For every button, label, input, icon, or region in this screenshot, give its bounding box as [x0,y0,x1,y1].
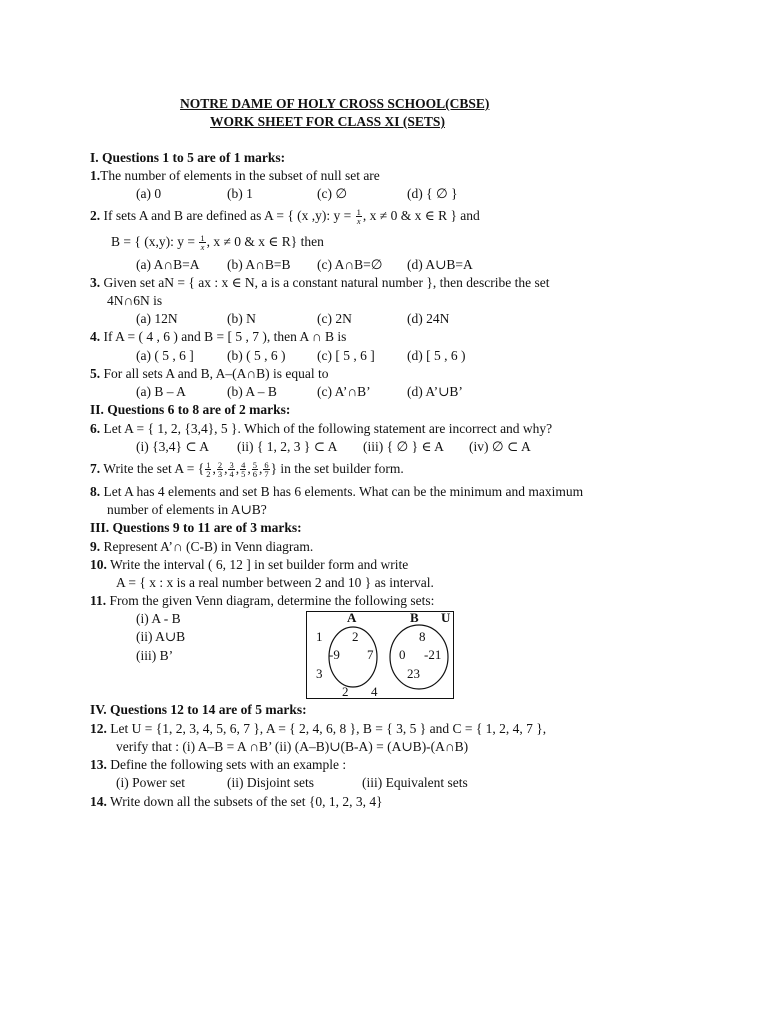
fraction-numerator: 1 [356,207,361,218]
fraction-denominator: 7 [264,469,269,480]
venn-element: 4 [371,684,378,699]
fraction-denominator: 3 [217,469,223,480]
question-text: If A = ( 4 , 6 ) and B = [ 5 , 7 ), then A ∩ B is [103,329,347,344]
fraction-denominator: x [200,242,205,253]
question-number: 2. [90,208,101,223]
fraction-numerator: 1 [200,233,205,244]
worksheet-title: WORK SHEET FOR CLASS XI (SETS) [210,114,445,129]
option-b: (b) ( 5 , 6 ) [227,348,286,363]
question-1 [90,167,380,185]
question-5 [90,365,329,383]
venn-element: 2 [352,629,359,644]
option-d: (d) A∪B=A [407,257,473,272]
question-3 [90,274,549,292]
question-text: , x ≠ 0 & x ∈ R} then [206,234,324,249]
option-d: (d) 24N [407,311,450,326]
fraction [252,461,258,478]
question-11 [90,592,434,610]
option-c: (c) [ 5 , 6 ] [317,348,375,363]
question-text: } in the set builder form. [270,461,404,476]
venn-element: 7 [367,647,374,662]
question-text: The number of elements in the subset of null set are [100,168,380,183]
option-a: (a) 0 [136,186,162,201]
part-ii: (ii) A∪B [136,629,186,644]
venn-label-u: U [441,610,451,625]
venn-element: 8 [419,629,426,644]
question-text: Define the following sets with an example : [110,757,347,772]
option-b: (b) 1 [227,186,253,201]
question-12-line-2: verify that : (i) A–B = A ∩B’ (ii) (A–B)∪(B-A) = (A∪B)-(A∩B) [116,739,469,754]
option-a: (a) 12N [136,311,178,326]
question-10 [90,556,408,574]
fraction-numerator: 6 [264,460,269,471]
fraction-denominator: 5 [241,469,246,480]
option-c: (c) A’∩B’ [317,384,371,399]
question-text: Write down all the subsets of the set {0, 1, 2, 3, 4} [110,794,383,809]
question-6 [90,420,552,438]
venn-label-a: A [347,610,357,625]
question-12 [90,720,546,738]
venn-diagram [306,611,454,699]
option-c: (c) 2N [317,311,352,326]
fraction-numerator: 5 [252,460,257,471]
fraction-numerator: 2 [217,460,223,471]
question-number: 10. [90,557,107,572]
question-text: Write the set A = { [103,461,205,476]
question-8-line-2: number of elements in A∪B? [107,502,267,517]
option-d: (d) [ 5 , 6 ) [407,348,466,363]
question-4 [90,328,346,346]
venn-element: 23 [407,666,420,681]
part-i: (i) A - B [136,611,181,626]
question-number: 11. [90,593,107,608]
venn-element: -9 [329,647,340,662]
question-number: 5. [90,366,101,381]
question-7: 7. Write the set A = { $\frac{1}{2}$ , $\frac{2}{3}$ , $\frac{3}{4}$ , $\frac{4}{5}$ , $\frac{5}{6}$ , $\frac{6}{7}$ } in the set builder form. [90,460,404,480]
option-a: (a) A∩B=A [136,257,200,272]
question-14 [90,793,383,811]
venn-element: 0 [399,647,406,662]
question-9 [90,538,313,556]
section-3-heading: III. Questions 9 to 11 are of 3 marks: [90,520,302,535]
fraction-denominator: 2 [206,469,211,480]
section-1-heading: I. Questions 1 to 5 are of 1 marks: [90,150,286,165]
question-2 [90,207,480,225]
question-13 [90,756,346,774]
option-d: (d) A’∪B’ [407,384,463,399]
question-number: 14. [90,794,107,809]
fraction-numerator: 4 [241,460,246,471]
question-2-line-b [111,233,324,251]
fraction [217,461,223,478]
question-text: Let A = { 1, 2, {3,4}, 5 }. Which of the following statement are incorrect and why? [103,421,553,436]
question-text: Given set aN = { ax : x ∈ N, a is a constant natural number }, then describe the set [103,275,550,290]
part-iii: (iii) B’ [136,648,174,663]
question-number: 7. [90,461,101,476]
venn-element: -21 [424,647,442,662]
school-name: NOTRE DAME OF HOLY CROSS SCHOOL(CBSE) [180,96,490,111]
option-b: (b) A∩B=B [227,257,291,272]
question-number: 3. [90,275,101,290]
question-number: 13. [90,757,107,772]
option-iii: (iii) { ∅ } ∈ A [363,439,444,454]
option-b: (b) N [227,311,256,326]
venn-element: 1 [316,629,323,644]
question-8 [90,483,583,501]
question-text: Represent A’∩ (C-B) in Venn diagram. [103,539,314,554]
fraction-numerator: 3 [229,460,234,471]
fraction-denominator: 6 [252,469,257,480]
section-2-heading: II. Questions 6 to 8 are of 2 marks: [90,402,291,417]
option-b: (b) A – B [227,384,277,399]
question-number: 12. [90,721,107,736]
fraction [199,234,205,251]
question-number: 4. [90,329,101,344]
question-text: Let U = {1, 2, 3, 4, 5, 6, 7 }, A = { 2, 4, 6, 8 }, B = { 3, 5 } and C = { 1, 2, 4, 7 }, [110,721,547,736]
question-10-line-2: A = { x : x is a real number between 2 and 10 } as interval. [116,575,434,590]
question-text: Write the interval ( 6, 12 ] in set builder form and write [110,557,409,572]
section-4-heading: IV. Questions 12 to 14 are of 5 marks: [90,702,307,717]
fraction [228,461,234,478]
option-i: (i) {3,4} ⊂ A [136,439,210,454]
question-number: 9. [90,539,101,554]
option-ii: (ii) { 1, 2, 3 } ⊂ A [237,439,338,454]
fraction-denominator: x [356,216,361,227]
question-text: From the given Venn diagram, determine the following sets: [109,593,435,608]
option-a: (a) B – A [136,384,186,399]
question-text: For all sets A and B, A–(A∩B) is equal to [103,366,329,381]
option-iv: (iv) ∅ ⊂ A [469,439,531,454]
option-ii: (ii) Disjoint sets [227,775,314,790]
option-c: (c) ∅ [317,186,348,201]
venn-element: 3 [316,666,323,681]
question-number: 1. [90,168,101,183]
option-a: (a) ( 5 , 6 ] [136,348,194,363]
question-text: If sets A and B are defined as A = { (x ,y): y = [103,208,355,223]
question-text: B = { (x,y): y = [111,234,199,249]
option-iii: (iii) Equivalent sets [362,775,468,790]
question-3-line-2: 4N∩6N is [107,293,163,308]
option-c: (c) A∩B=∅ [317,257,383,272]
question-text: , x ≠ 0 & x ∈ R } and [362,208,480,223]
fraction [205,461,211,478]
option-d: (d) { ∅ } [407,186,458,201]
fraction [240,461,246,478]
fraction-numerator: 1 [206,460,211,471]
venn-element: 2 [342,684,349,699]
fraction [356,208,362,225]
question-text: Let A has 4 elements and set B has 6 elements. What can be the minimum and maximum [103,484,584,499]
venn-label-b: B [410,610,419,625]
question-number: 6. [90,421,101,436]
fraction [263,461,269,478]
fraction-denominator: 4 [229,469,234,480]
question-number: 8. [90,484,101,499]
option-i: (i) Power set [116,775,185,790]
